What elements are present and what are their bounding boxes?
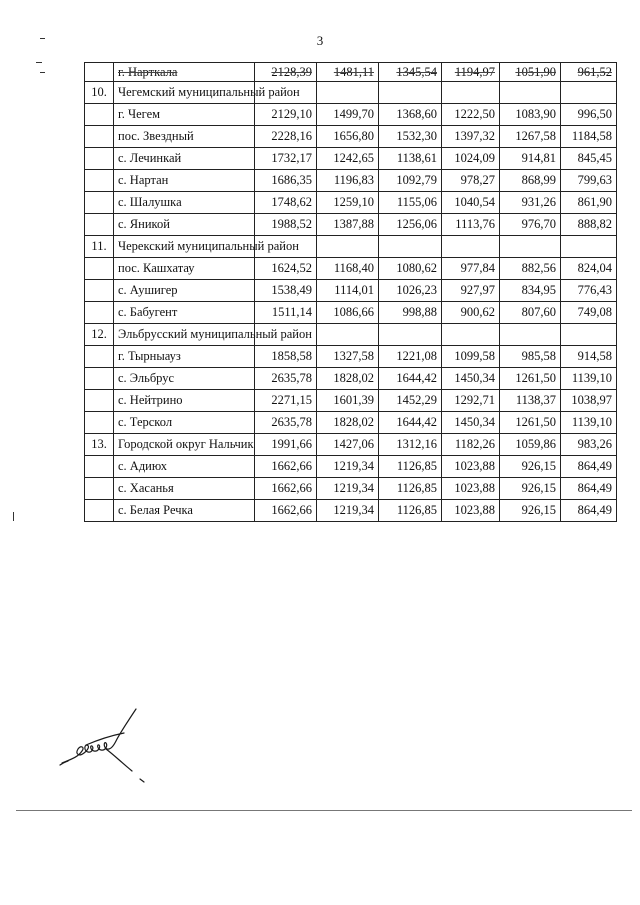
district-name: Черекский муниципальный район [114, 236, 255, 258]
tariff-value: 2271,15 [255, 390, 317, 412]
row-number [85, 63, 114, 82]
tariff-value: 1219,34 [317, 500, 379, 522]
settlement-name: с. Лечинкай [114, 148, 255, 170]
tariff-value: 914,58 [561, 346, 617, 368]
settlement-name: с. Белая Речка [114, 500, 255, 522]
tariff-value: 1387,88 [317, 214, 379, 236]
row-number [85, 280, 114, 302]
tariff-value [379, 324, 442, 346]
table-row [85, 280, 617, 302]
tariff-value: 1511,14 [255, 302, 317, 324]
tariff-value: 1138,37 [500, 390, 561, 412]
scan-mark [40, 72, 45, 73]
tariff-value: 1732,17 [255, 148, 317, 170]
tariff-value: 1040,54 [442, 192, 500, 214]
tariff-value [561, 236, 617, 258]
tariff-value: 983,26 [561, 434, 617, 456]
row-number [85, 126, 114, 148]
scan-mark [36, 62, 42, 63]
tariff-value: 1259,10 [317, 192, 379, 214]
settlement-name: с. Шалушка [114, 192, 255, 214]
row-number [85, 148, 114, 170]
table-row [85, 63, 617, 82]
tariff-value: 807,60 [500, 302, 561, 324]
tariff-value: 2228,16 [255, 126, 317, 148]
settlement-name: с. Яникой [114, 214, 255, 236]
tariff-value: 799,63 [561, 170, 617, 192]
tariff-value: 978,27 [442, 170, 500, 192]
signature [54, 705, 174, 790]
table-row [85, 368, 617, 390]
table-row [85, 192, 617, 214]
tariff-value: 1397,32 [442, 126, 500, 148]
table-row [85, 104, 617, 126]
tariff-value: 1644,42 [379, 412, 442, 434]
okrug-name: Городской округ Нальчик [114, 434, 255, 456]
tariff-value: 1222,50 [442, 104, 500, 126]
table-row [85, 434, 617, 456]
tariff-value: 1624,52 [255, 258, 317, 280]
tariff-value: 926,15 [500, 456, 561, 478]
tariff-value: 998,88 [379, 302, 442, 324]
tariff-value: 1345,54 [379, 63, 442, 82]
tariff-value: 1452,29 [379, 390, 442, 412]
row-number [85, 390, 114, 412]
settlement-name: г. Чегем [114, 104, 255, 126]
page-number: 3 [316, 33, 324, 48]
tariff-value: 1828,02 [317, 412, 379, 434]
settlement-name: пос. Кашхатау [114, 258, 255, 280]
tariff-value: 1532,30 [379, 126, 442, 148]
tariff-value: 977,84 [442, 258, 500, 280]
tariff-value: 1092,79 [379, 170, 442, 192]
tariff-value: 1261,50 [500, 412, 561, 434]
row-number [85, 258, 114, 280]
settlement-name: с. Эльбрус [114, 368, 255, 390]
tariff-value: 926,15 [500, 478, 561, 500]
tariff-value: 1026,23 [379, 280, 442, 302]
settlement-name: г. Тырныауз [114, 346, 255, 368]
row-number [85, 346, 114, 368]
table-row [85, 258, 617, 280]
tariff-value: 1327,58 [317, 346, 379, 368]
tariff-value: 1312,16 [379, 434, 442, 456]
tariff-value: 900,62 [442, 302, 500, 324]
tariff-value: 1368,60 [379, 104, 442, 126]
tariff-value: 1086,66 [317, 302, 379, 324]
tariff-value: 1686,35 [255, 170, 317, 192]
tariff-value: 1481,11 [317, 63, 379, 82]
settlement-name: с. Нартан [114, 170, 255, 192]
settlement-name: с. Бабугент [114, 302, 255, 324]
tariff-value: 749,08 [561, 302, 617, 324]
tariff-value [442, 324, 500, 346]
tariff-value: 1023,88 [442, 456, 500, 478]
tariff-value: 1644,42 [379, 368, 442, 390]
table-body [85, 63, 617, 522]
tariff-value: 1292,71 [442, 390, 500, 412]
tariff-value [317, 324, 379, 346]
tariff-value [500, 82, 561, 104]
tariff-value [379, 82, 442, 104]
row-number [85, 302, 114, 324]
settlement-name: пос. Звездный [114, 126, 255, 148]
tariff-value: 1450,34 [442, 368, 500, 390]
table-row [85, 82, 617, 104]
tariff-value: 1221,08 [379, 346, 442, 368]
table-row [85, 214, 617, 236]
tariff-value: 1168,40 [317, 258, 379, 280]
row-number: 11. [85, 236, 114, 258]
tariff-value: 1267,58 [500, 126, 561, 148]
tariff-value: 1023,88 [442, 478, 500, 500]
tariff-value: 1023,88 [442, 500, 500, 522]
row-number [85, 368, 114, 390]
tariff-value: 2635,78 [255, 368, 317, 390]
row-number [85, 478, 114, 500]
tariff-value: 1114,01 [317, 280, 379, 302]
tariff-value: 1656,80 [317, 126, 379, 148]
tariff-value: 776,43 [561, 280, 617, 302]
tariff-value: 927,97 [442, 280, 500, 302]
tariff-value: 2635,78 [255, 412, 317, 434]
tariff-value: 1538,49 [255, 280, 317, 302]
scan-mark [40, 38, 45, 39]
settlement-name: с. Хасанья [114, 478, 255, 500]
tariff-value: 1083,90 [500, 104, 561, 126]
tariff-value: 1126,85 [379, 456, 442, 478]
scan-mark [13, 512, 14, 521]
table-row [85, 126, 617, 148]
table-row [85, 324, 617, 346]
tariff-value: 1219,34 [317, 456, 379, 478]
tariff-value: 864,49 [561, 478, 617, 500]
tariff-value: 2128,39 [255, 63, 317, 82]
tariff-value: 1662,66 [255, 478, 317, 500]
tariff-value: 976,70 [500, 214, 561, 236]
tariff-value: 1261,50 [500, 368, 561, 390]
table-row [85, 478, 617, 500]
tariff-value: 1184,58 [561, 126, 617, 148]
tariff-value: 1196,83 [317, 170, 379, 192]
settlement-name: с. Терскол [114, 412, 255, 434]
tariff-value: 824,04 [561, 258, 617, 280]
district-name: Эльбрусский муниципальный район [114, 324, 255, 346]
tariff-value [500, 324, 561, 346]
tariff-value: 888,82 [561, 214, 617, 236]
tariff-value: 1450,34 [442, 412, 500, 434]
table-row [85, 302, 617, 324]
tariff-value: 1024,09 [442, 148, 500, 170]
row-number [85, 412, 114, 434]
district-name: Чегемский муниципальный район [114, 82, 255, 104]
row-number [85, 500, 114, 522]
tariff-value: 834,95 [500, 280, 561, 302]
tariff-value [561, 82, 617, 104]
tariff-value [317, 82, 379, 104]
tariff-value: 1219,34 [317, 478, 379, 500]
row-number: 12. [85, 324, 114, 346]
table-row [85, 148, 617, 170]
tariff-value [500, 236, 561, 258]
row-number [85, 456, 114, 478]
tariff-value [379, 236, 442, 258]
tariff-value: 1126,85 [379, 478, 442, 500]
footer-rule [16, 810, 632, 811]
tariff-value: 1182,26 [442, 434, 500, 456]
table-row [85, 170, 617, 192]
table-row [85, 456, 617, 478]
row-number [85, 170, 114, 192]
tariff-value: 931,26 [500, 192, 561, 214]
tariff-value: 1126,85 [379, 500, 442, 522]
table-row [85, 500, 617, 522]
row-number [85, 214, 114, 236]
tariff-value [317, 236, 379, 258]
tariff-value: 1242,65 [317, 148, 379, 170]
settlement-name: с. Нейтрино [114, 390, 255, 412]
tariff-value: 1139,10 [561, 412, 617, 434]
tariff-table [84, 62, 617, 522]
settlement-name: с. Аушигер [114, 280, 255, 302]
tariff-value: 864,49 [561, 456, 617, 478]
tariff-value: 996,50 [561, 104, 617, 126]
tariff-value: 926,15 [500, 500, 561, 522]
tariff-value [442, 82, 500, 104]
tariff-value: 1662,66 [255, 500, 317, 522]
tariff-value: 1858,58 [255, 346, 317, 368]
tariff-value: 914,81 [500, 148, 561, 170]
table-row [85, 236, 617, 258]
tariff-value [442, 236, 500, 258]
row-number: 10. [85, 82, 114, 104]
tariff-value: 1427,06 [317, 434, 379, 456]
tariff-value: 882,56 [500, 258, 561, 280]
row-number [85, 104, 114, 126]
tariff-value: 1662,66 [255, 456, 317, 478]
tariff-value: 1499,70 [317, 104, 379, 126]
tariff-value [561, 324, 617, 346]
settlement-name: с. Адиюх [114, 456, 255, 478]
table-row [85, 390, 617, 412]
tariff-value: 1139,10 [561, 368, 617, 390]
tariff-value: 845,45 [561, 148, 617, 170]
tariff-value: 1748,62 [255, 192, 317, 214]
tariff-value: 861,90 [561, 192, 617, 214]
tariff-value: 1099,58 [442, 346, 500, 368]
table-row [85, 412, 617, 434]
settlement-name: г. Нарткала [114, 63, 255, 82]
tariff-value: 1051,90 [500, 63, 561, 82]
tariff-value: 1601,39 [317, 390, 379, 412]
tariff-value: 1138,61 [379, 148, 442, 170]
tariff-value: 1828,02 [317, 368, 379, 390]
tariff-value: 868,99 [500, 170, 561, 192]
tariff-value: 1991,66 [255, 434, 317, 456]
tariff-value: 2129,10 [255, 104, 317, 126]
tariff-value: 1038,97 [561, 390, 617, 412]
tariff-value: 864,49 [561, 500, 617, 522]
tariff-value: 985,58 [500, 346, 561, 368]
tariff-value: 1113,76 [442, 214, 500, 236]
row-number: 13. [85, 434, 114, 456]
tariff-value: 1155,06 [379, 192, 442, 214]
tariff-value: 1988,52 [255, 214, 317, 236]
tariff-value: 1256,06 [379, 214, 442, 236]
tariff-value: 1059,86 [500, 434, 561, 456]
tariff-value: 961,52 [561, 63, 617, 82]
tariff-value: 1194,97 [442, 63, 500, 82]
row-number [85, 192, 114, 214]
table-row [85, 346, 617, 368]
tariff-value: 1080,62 [379, 258, 442, 280]
